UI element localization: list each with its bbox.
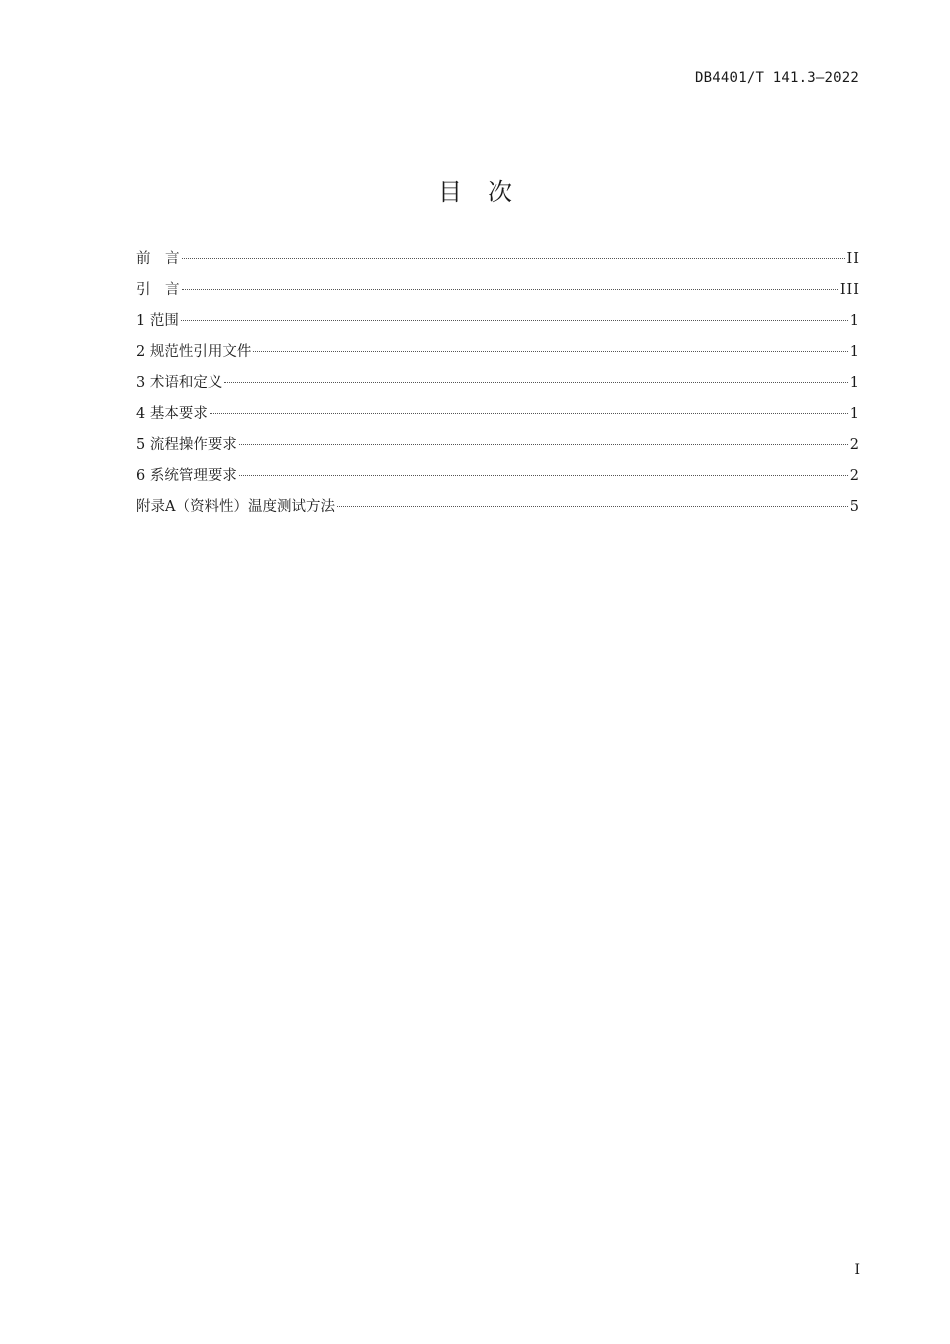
document-code: DB4401/T 141.3—2022 xyxy=(695,70,859,86)
toc-leader-dots xyxy=(239,475,848,476)
toc-entry-label: 1 范围 xyxy=(136,313,179,329)
toc-entry-label: 4 基本要求 xyxy=(136,406,208,422)
toc-entry-foreword[interactable] xyxy=(136,244,860,275)
toc-entry-label: 附录A（资料性）温度测试方法 xyxy=(136,499,335,515)
toc-entry-basic-requirements[interactable] xyxy=(136,399,860,430)
toc-title: 目次 xyxy=(438,178,538,206)
toc-entry-page: 5 xyxy=(849,499,860,515)
toc-leader-dots xyxy=(253,351,847,352)
toc-entry-page: III xyxy=(839,282,860,298)
toc-entry-page: 2 xyxy=(849,468,860,484)
toc-list xyxy=(136,244,860,523)
toc-entry-terms-definitions[interactable] xyxy=(136,368,860,399)
toc-leader-dots xyxy=(181,320,848,321)
toc-leader-dots xyxy=(224,382,847,383)
toc-entry-page: II xyxy=(846,251,860,267)
toc-leader-dots xyxy=(239,444,848,445)
toc-leader-dots xyxy=(337,506,848,507)
toc-entry-label: 前 言 xyxy=(136,251,180,267)
toc-leader-dots xyxy=(210,413,848,414)
toc-entry-label: 3 术语和定义 xyxy=(136,375,223,391)
toc-entry-scope[interactable] xyxy=(136,306,860,337)
toc-entry-process-operation[interactable] xyxy=(136,430,860,461)
toc-entry-page: 1 xyxy=(849,375,860,391)
toc-entry-label: 6 系统管理要求 xyxy=(136,468,237,484)
toc-entry-page: 1 xyxy=(849,406,860,422)
toc-entry-normative-references[interactable] xyxy=(136,337,860,368)
toc-entry-appendix-a[interactable] xyxy=(136,492,860,523)
toc-entry-label: 5 流程操作要求 xyxy=(136,437,237,453)
toc-entry-page: 1 xyxy=(849,313,860,329)
toc-leader-dots xyxy=(182,289,838,290)
toc-entry-introduction[interactable] xyxy=(136,275,860,306)
toc-entry-page: 2 xyxy=(849,437,860,453)
toc-entry-label: 2 规范性引用文件 xyxy=(136,344,252,360)
toc-entry-page: 1 xyxy=(849,344,860,360)
toc-entry-label: 引 言 xyxy=(136,282,180,298)
toc-entry-system-management[interactable] xyxy=(136,461,860,492)
toc-leader-dots xyxy=(182,258,845,259)
page-number: I xyxy=(854,1262,860,1278)
